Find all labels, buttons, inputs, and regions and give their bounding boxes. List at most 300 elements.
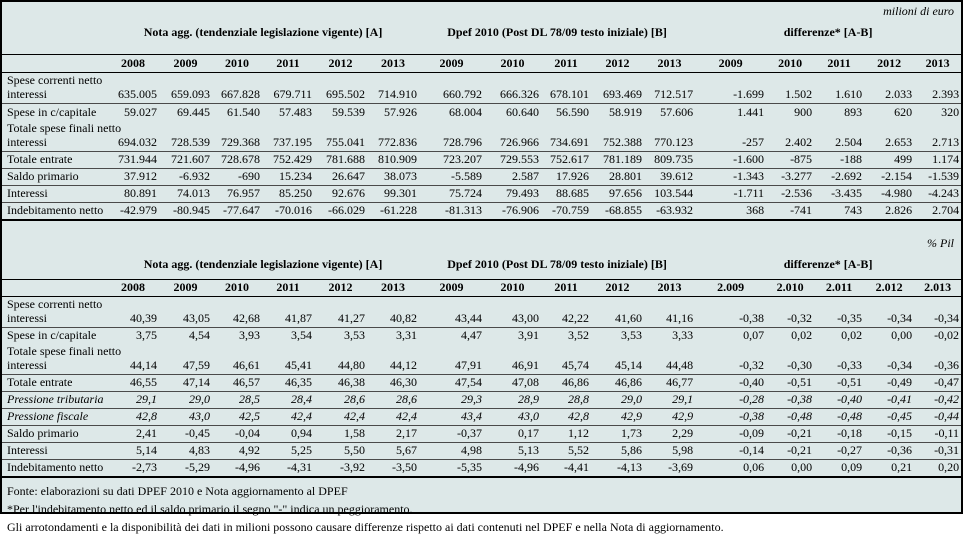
row-label-line: Spese in c/capitale — [7, 104, 97, 119]
row-label-line: Indebitamento netto — [7, 460, 104, 474]
value-cell: 92.676 — [314, 185, 367, 202]
value-cell: 29,3 — [419, 392, 484, 409]
row-label — [2, 73, 107, 104]
value-cell: -81.313 — [445, 202, 483, 217]
value-cell: 752.429 — [262, 151, 314, 168]
value-cell: -0,35 — [814, 296, 864, 327]
value-cell: -3,50 — [392, 460, 418, 474]
value-cell: -0,21 — [766, 426, 814, 443]
value-cell: 79.493 — [484, 185, 541, 202]
value-cell: -2,73 — [132, 460, 157, 474]
table-row — [2, 443, 961, 460]
value-cell: -0,42 — [914, 392, 961, 409]
value-cell: 74.013 — [159, 185, 212, 202]
value-cell: -0,48 — [766, 409, 814, 426]
value-cell: -4,31 — [287, 460, 312, 474]
corner-cell — [2, 254, 107, 280]
value-cell: 68.004 — [449, 104, 483, 119]
value-cell: -0,45 — [159, 426, 212, 443]
value-cell: 2,41 — [107, 426, 159, 443]
value-cell: 69.445 — [177, 104, 210, 119]
value-cell: 46,86 — [541, 375, 591, 392]
value-cell: -1.539 — [914, 168, 961, 185]
value-cell: 3,31 — [396, 328, 418, 342]
value-cell: 2.704 — [932, 202, 960, 217]
value-cell: 4,98 — [419, 443, 484, 460]
value-cell: 728.539 — [159, 121, 212, 152]
value-cell: 723.207 — [419, 151, 484, 168]
value-cell: 4,54 — [189, 328, 210, 342]
value-cell: 712.517 — [644, 73, 695, 104]
value-cell: 47,54 — [419, 375, 484, 392]
value-cell: -0,41 — [864, 392, 914, 409]
year-header: 2013 — [367, 279, 419, 296]
group-header: differenze* [A-B] — [695, 254, 961, 280]
row-label-line: interessi — [7, 87, 47, 101]
row-label — [2, 392, 107, 409]
value-cell: -0,51 — [814, 375, 864, 392]
value-cell: -0,44 — [914, 409, 961, 426]
value-cell: 2.653 — [864, 121, 914, 152]
value-cell: -0,27 — [814, 443, 864, 460]
value-cell: 47,14 — [159, 375, 212, 392]
value-cell: -1.699 — [695, 73, 766, 104]
value-cell: 43,0 — [159, 409, 212, 426]
value-cell: -76.906 — [502, 202, 540, 217]
value-cell: -3,69 — [668, 460, 694, 474]
value-cell: -0,09 — [695, 426, 766, 443]
value-cell: -188 — [814, 151, 864, 168]
value-cell: -0,38 — [695, 409, 766, 426]
value-cell: 42,8 — [541, 409, 591, 426]
group-header: Dpef 2010 (Post DL 78/09 testo iniziale) [B] — [419, 254, 695, 280]
value-cell: -0,15 — [864, 426, 914, 443]
value-cell: 46,30 — [367, 375, 419, 392]
year-header: 2011 — [814, 55, 864, 73]
value-cell: 714.910 — [367, 73, 419, 104]
row-label-line: Interessi — [7, 185, 48, 200]
year-header: 2011 — [541, 55, 591, 73]
year-header: 2010 — [212, 279, 262, 296]
value-cell: 40,39 — [107, 296, 159, 327]
value-cell: 47,91 — [419, 344, 484, 375]
group-header: Nota agg. (tendenziale legislazione vigente) [A] — [107, 254, 419, 280]
year-header: 2010 — [484, 55, 541, 73]
table-row — [2, 185, 961, 202]
year-header: 2009 — [419, 279, 484, 296]
value-cell: -1.711 — [695, 185, 766, 202]
year-header: 2008 — [107, 55, 159, 73]
year-header: 2009 — [159, 279, 212, 296]
value-cell: -0,40 — [814, 392, 864, 409]
value-cell: 60.640 — [506, 104, 540, 119]
value-cell: -4,96 — [514, 460, 540, 474]
value-cell: 4,83 — [159, 443, 212, 460]
value-cell: 56.590 — [556, 104, 590, 119]
value-cell: -3,92 — [340, 460, 365, 474]
value-cell: 46,91 — [484, 344, 541, 375]
value-cell: -0,33 — [814, 344, 864, 375]
value-cell: 41,16 — [644, 296, 695, 327]
value-cell: 781.189 — [591, 151, 644, 168]
corner-cell — [2, 20, 107, 55]
year-header: 2013 — [367, 55, 419, 73]
value-cell: 28,9 — [484, 392, 541, 409]
year-header: 2010 — [766, 55, 814, 73]
value-cell: 44,48 — [644, 344, 695, 375]
value-cell: -0,38 — [766, 392, 814, 409]
value-cell: 42,4 — [367, 409, 419, 426]
value-cell: 2.504 — [814, 121, 864, 152]
row-label — [2, 185, 107, 202]
group-header: Dpef 2010 (Post DL 78/09 testo iniziale) [B] — [419, 20, 695, 55]
table-row — [2, 392, 961, 409]
value-cell: 46,77 — [644, 375, 695, 392]
value-cell: -4.243 — [914, 185, 961, 202]
value-cell: 5,14 — [107, 443, 159, 460]
value-cell: 3,53 — [621, 328, 643, 342]
row-label — [2, 375, 107, 392]
value-cell: -0,34 — [864, 344, 914, 375]
value-cell: -2.154 — [864, 168, 914, 185]
row-label — [2, 409, 107, 426]
value-cell: 734.691 — [541, 121, 591, 152]
value-cell: 809.735 — [644, 151, 695, 168]
value-cell: -5,29 — [185, 460, 210, 474]
value-cell: 58.919 — [609, 104, 643, 119]
value-cell: 103.544 — [644, 185, 695, 202]
value-cell: 46,38 — [314, 375, 367, 392]
row-label-line: Interessi — [7, 443, 48, 457]
year-header: 2012 — [314, 55, 367, 73]
row-label — [2, 104, 107, 121]
row-label-line: Saldo primario — [7, 168, 79, 183]
value-cell: 97.656 — [591, 185, 644, 202]
value-cell: -257 — [695, 121, 766, 152]
value-cell: 43,05 — [159, 296, 212, 327]
value-cell: 46,55 — [107, 375, 159, 392]
value-cell: 99.301 — [367, 185, 419, 202]
table-row — [2, 168, 961, 185]
value-cell: 28,4 — [262, 392, 314, 409]
value-cell: -0,51 — [766, 375, 814, 392]
value-cell: 694.032 — [107, 121, 159, 152]
value-cell: 28,6 — [314, 392, 367, 409]
year-header: 2009 — [159, 55, 212, 73]
value-cell: -0,40 — [695, 375, 766, 392]
value-cell: 0,94 — [262, 426, 314, 443]
value-cell: -0,48 — [814, 409, 864, 426]
row-label — [2, 460, 107, 478]
value-cell: 728.678 — [212, 151, 262, 168]
value-cell: 755.041 — [314, 121, 367, 152]
row-label-line: Spese correnti netto — [7, 73, 103, 87]
value-cell: 3,93 — [239, 328, 260, 342]
value-cell: 61.540 — [227, 104, 260, 119]
value-cell: 43,44 — [419, 296, 484, 327]
value-cell: -0,30 — [766, 344, 814, 375]
value-cell: 47,08 — [484, 375, 541, 392]
value-cell: -0,14 — [695, 443, 766, 460]
value-cell: 752.388 — [591, 121, 644, 152]
value-cell: 42,9 — [591, 409, 644, 426]
value-cell: -2.536 — [766, 185, 814, 202]
value-cell: 726.966 — [484, 121, 541, 152]
value-cell: 2.033 — [864, 73, 914, 104]
value-cell: 37.912 — [107, 168, 159, 185]
value-cell: -0,34 — [864, 296, 914, 327]
value-cell: -690 — [212, 168, 262, 185]
value-cell: 59.539 — [332, 104, 365, 119]
value-cell: -0,02 — [934, 328, 960, 342]
value-cell: 29,0 — [591, 392, 644, 409]
row-label — [2, 202, 107, 220]
value-cell: 46,35 — [262, 375, 314, 392]
value-cell: 45,41 — [262, 344, 314, 375]
value-cell: -4,41 — [564, 460, 590, 474]
value-cell: 42,8 — [107, 409, 159, 426]
value-cell: 0,00 — [891, 328, 913, 342]
row-label-line: interessi — [7, 358, 47, 372]
year-header: 2.009 — [695, 279, 766, 296]
value-cell: -1.600 — [695, 151, 766, 168]
value-cell: -0,32 — [695, 344, 766, 375]
value-cell: 1.174 — [914, 151, 961, 168]
value-cell: 57.606 — [660, 104, 694, 119]
table-conto-pa-milioni — [2, 20, 961, 221]
row-label-line: Totale spese finali netto — [7, 120, 122, 135]
value-cell: 1.502 — [766, 73, 814, 104]
value-cell: 770.123 — [644, 121, 695, 152]
value-cell: 15.234 — [262, 168, 314, 185]
row-label — [2, 120, 122, 152]
table-row — [2, 409, 961, 426]
value-cell: 38.073 — [367, 168, 419, 185]
value-cell: 46,61 — [212, 344, 262, 375]
value-cell: 3,54 — [291, 328, 312, 342]
value-cell: -4,96 — [235, 460, 260, 474]
value-cell: 2.402 — [766, 121, 814, 152]
year-header: 2.010 — [766, 279, 814, 296]
value-cell: 0,00 — [791, 460, 813, 474]
group-header: Nota agg. (tendenziale legislazione vigente) [A] — [107, 20, 419, 55]
value-cell: -5.589 — [419, 168, 484, 185]
value-cell: 620 — [894, 104, 913, 119]
row-label-line: interessi — [7, 310, 47, 325]
value-cell: 679.711 — [262, 73, 314, 104]
value-cell: 29,1 — [107, 392, 159, 409]
year-header: 2011 — [262, 279, 314, 296]
row-label-line: Totale entrate — [7, 375, 73, 389]
row-label — [2, 168, 107, 185]
value-cell: 4,92 — [212, 443, 262, 460]
table-row — [2, 327, 961, 344]
row-label — [2, 327, 107, 344]
value-cell: 3,75 — [136, 328, 157, 342]
value-cell: 57.926 — [384, 104, 418, 119]
value-cell: 41,27 — [314, 296, 367, 327]
value-cell: 659.093 — [159, 73, 212, 104]
year-header: 2009 — [695, 55, 766, 73]
value-cell: 2,29 — [644, 426, 695, 443]
value-cell: 667.828 — [212, 73, 262, 104]
row-label — [2, 296, 107, 327]
value-cell: 42,4 — [314, 409, 367, 426]
value-cell: 810.909 — [367, 151, 419, 168]
value-cell: 59.027 — [124, 104, 157, 119]
row-label-line: Pressione tributaria — [7, 392, 104, 406]
value-cell: 635.005 — [107, 73, 159, 104]
value-cell: 42,68 — [212, 296, 262, 327]
value-cell: 666.326 — [484, 73, 541, 104]
value-cell: 2.713 — [914, 121, 961, 152]
value-cell: -0,49 — [864, 375, 914, 392]
value-cell: 57.483 — [279, 104, 312, 119]
row-label-line: Pressione fiscale — [7, 409, 89, 423]
table-row — [2, 375, 961, 392]
value-cell: -2.692 — [814, 168, 864, 185]
value-cell: 1.441 — [737, 104, 765, 119]
row-label-line: Spese correnti netto — [7, 296, 103, 311]
year-header: 2.012 — [864, 279, 914, 296]
value-cell: 693.469 — [591, 73, 644, 104]
table-row — [2, 344, 961, 375]
row-label-line: interessi — [7, 134, 47, 149]
value-cell: 43,4 — [419, 409, 484, 426]
value-cell: 3,53 — [344, 328, 365, 342]
table-row — [2, 460, 961, 478]
year-header: 2009 — [419, 55, 484, 73]
value-cell: -80.945 — [173, 202, 210, 217]
value-cell: 729.368 — [212, 121, 262, 152]
footnote-line: Fonte: elaborazioni su dati DPEF 2010 e Nota aggiornamento al DPEF — [7, 484, 348, 498]
group-header: differenze* [A-B] — [695, 20, 961, 55]
value-cell: 76.957 — [212, 185, 262, 202]
value-cell: -0,47 — [914, 375, 961, 392]
value-cell: -61.228 — [380, 202, 418, 217]
row-label-line: Saldo primario — [7, 426, 79, 440]
value-cell: 43,00 — [484, 296, 541, 327]
value-cell: 5,13 — [484, 443, 541, 460]
value-cell: 43,0 — [484, 409, 541, 426]
value-cell: 4,47 — [461, 328, 483, 342]
value-cell: 721.607 — [159, 151, 212, 168]
value-cell: 752.617 — [541, 151, 591, 168]
footnote-line: *Per l'indebitamento netto ed il saldo primario il segno "-" indica un peggioramento. — [7, 502, 413, 516]
value-cell: 660.792 — [419, 73, 484, 104]
value-cell: 46,86 — [591, 375, 644, 392]
row-label — [2, 443, 107, 460]
value-cell: 0,02 — [791, 328, 813, 342]
corner-cell — [2, 279, 107, 296]
value-cell: 3,33 — [672, 328, 694, 342]
value-cell: 0,07 — [743, 328, 765, 342]
table-row — [2, 121, 961, 152]
value-cell: 41,87 — [262, 296, 314, 327]
value-cell: 0,02 — [841, 328, 863, 342]
value-cell: 320 — [941, 104, 960, 119]
value-cell: 41,60 — [591, 296, 644, 327]
value-cell: 5,67 — [367, 443, 419, 460]
row-label-line: Indebitamento netto — [7, 202, 104, 217]
value-cell: 1,12 — [541, 426, 591, 443]
value-cell: -63.932 — [656, 202, 694, 217]
unit-label-milioni-di-euro: milioni di euro — [883, 4, 954, 18]
value-cell: 0,17 — [484, 426, 541, 443]
value-cell: 42,4 — [262, 409, 314, 426]
value-cell: 0,21 — [891, 460, 913, 474]
value-cell: 2.826 — [885, 202, 913, 217]
value-cell: 781.688 — [314, 151, 367, 168]
value-cell: 44,12 — [367, 344, 419, 375]
year-header: 2011 — [541, 279, 591, 296]
value-cell: -42.979 — [120, 202, 157, 217]
value-cell: -0,37 — [419, 426, 484, 443]
value-cell: 88.685 — [541, 185, 591, 202]
value-cell: 47,59 — [159, 344, 212, 375]
value-cell: -0,38 — [695, 296, 766, 327]
value-cell: 85.250 — [262, 185, 314, 202]
value-cell: 0,06 — [743, 460, 765, 474]
value-cell: 80.891 — [107, 185, 159, 202]
value-cell: 0,20 — [938, 460, 960, 474]
value-cell: -5,35 — [457, 460, 483, 474]
footnotes — [2, 478, 961, 534]
value-cell: -0,36 — [914, 344, 961, 375]
year-header: 2.011 — [814, 279, 864, 296]
value-cell: 5,50 — [314, 443, 367, 460]
year-header: 2013 — [914, 55, 961, 73]
value-cell: -0,18 — [814, 426, 864, 443]
year-header: 2012 — [864, 55, 914, 73]
value-cell: 499 — [864, 151, 914, 168]
table-row — [2, 151, 961, 168]
value-cell: -70.759 — [552, 202, 590, 217]
value-cell: -66.029 — [328, 202, 365, 217]
value-cell: -0,32 — [766, 296, 814, 327]
year-header: 2010 — [484, 279, 541, 296]
value-cell: 46,57 — [212, 375, 262, 392]
value-cell: -0,28 — [695, 392, 766, 409]
value-cell: 1,73 — [591, 426, 644, 443]
value-cell: 40,82 — [367, 296, 419, 327]
value-cell: -0,34 — [914, 296, 961, 327]
value-cell: 729.553 — [484, 151, 541, 168]
value-cell: 1,58 — [314, 426, 367, 443]
corner-cell — [2, 55, 107, 73]
year-header: 2013 — [644, 279, 695, 296]
value-cell: -3.435 — [814, 185, 864, 202]
value-cell: 28,5 — [212, 392, 262, 409]
value-cell: 678.101 — [541, 73, 591, 104]
value-cell: -1.343 — [695, 168, 766, 185]
value-cell: -4.980 — [864, 185, 914, 202]
value-cell: -4,13 — [617, 460, 643, 474]
table-row — [2, 296, 961, 327]
value-cell: 5,52 — [541, 443, 591, 460]
value-cell: 743 — [844, 202, 863, 217]
value-cell: 28.801 — [591, 168, 644, 185]
year-header: 2012 — [591, 279, 644, 296]
table-row — [2, 73, 961, 104]
value-cell: 737.195 — [262, 121, 314, 152]
value-cell: -0,31 — [914, 443, 961, 460]
value-cell: 3,52 — [568, 328, 590, 342]
value-cell: 28,8 — [541, 392, 591, 409]
value-cell: 731.944 — [107, 151, 159, 168]
value-cell: 0,09 — [841, 460, 863, 474]
footnote-line: Gli arrotondamenti e la disponibilità dei dati in milioni possono causare differenze rispetto ai dati contenuti nel DPEF e nella Nota di aggiornamento. — [7, 520, 724, 534]
